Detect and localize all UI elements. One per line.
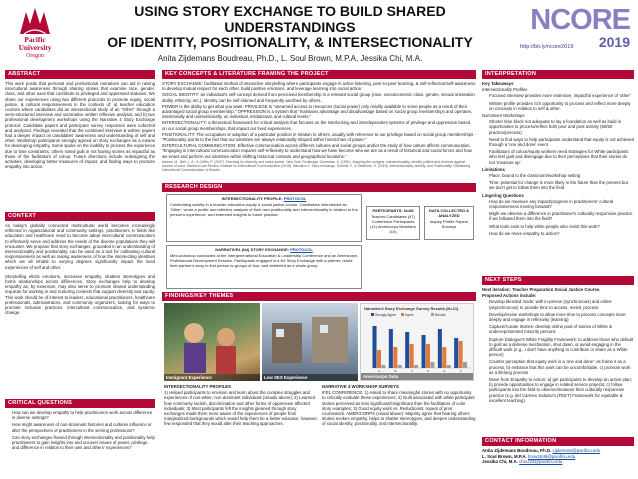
findings-intersect-text: 1) Helped participants to envision and learn about the complex struggles and experiences of non-white, non-dominant individuals (visuals above); 2) Learned how commonly racism, discrimination and other forms of oppression affected individuals; 3) Most participants felt the insights gleaned through story exchanges made them more aware of the experiences of people from marginalized backgrounds which would help them be a better educator, however, few responded that they would alter their teaching approaches. — [164, 390, 318, 427]
lingering-questions-head: Lingering Questions — [482, 192, 524, 198]
poster-authors: Anita Zijdemans Boudreau, Ph.D., L. Soul Brown, M.P.A, Jessika Chi, M.A. — [157, 53, 423, 63]
interp-i2: • Written profile provides rich opportunity to process and reflect more deeply on concepts in relation to self & other. — [489, 101, 634, 111]
narrative4-protocol-box — [166, 245, 362, 289]
next-steps-body — [482, 287, 634, 435]
next-iteration: Next iteration: Teacher Preparation Social Justice Course. — [482, 287, 601, 292]
findings-intersect-head: INTERSECTIONALITY PROFILES — [164, 384, 232, 389]
category-label-5: F — [459, 369, 462, 373]
legend-label-0: Strongly Agree — [375, 313, 396, 317]
context-body — [5, 223, 155, 393]
low-ses-photo-caption: Low SES Experience — [262, 374, 358, 381]
bar-4-1 — [442, 347, 446, 368]
concept-story-exchange: STORY EXCHANGE: facilitated method of interactive storytelling where participants engage in active listening, peer-to-peer learning, & self-reflection/self-awareness to develop mutual respect for each other, build positive emotions, and leverage learning into social action. — [162, 81, 476, 92]
action-4: • Explore Dialogue's White Fragility Framework: to address those who default to guilt as a defense mechanism, shut down, or avoid engaging in the difficult work (e.g., I don't have anything to contribute or share as a White person) — [489, 337, 634, 358]
participants-text: Teacher Candidates (47) Conference Participants (11) Americorps Members (10) — [370, 213, 416, 234]
critical-questions-heading: CRITICAL QUESTIONS — [5, 399, 155, 408]
legend-swatch-0 — [371, 313, 374, 316]
proposed-actions-head: Proposed Actions include: — [482, 293, 537, 299]
lingering-q2: • Might we observe a difference in practitioner's culturally responsive practice if we followed them into the field? — [489, 211, 634, 221]
intersect-protocol-link[interactable]: PROTOCOL — [283, 196, 307, 201]
immigrant-photo-art — [164, 303, 260, 381]
participants-box — [366, 206, 420, 240]
legend-swatch-2 — [431, 313, 434, 316]
legend-label-2: Neutral — [435, 313, 446, 317]
action-2: • Develop/revise workshops to allow more time to process concepts more deeply and engage in reflexivity (learning) — [489, 312, 634, 322]
bar-2-1 — [410, 344, 414, 368]
findings-heading: FINDINGS/KEY THEMES — [162, 292, 476, 301]
interp-n2: • Need to find ways to help participants understand that equity is not achieved through a 'one and done' event — [489, 137, 634, 147]
action-6: • Move from Empathy to Action: a) get participants to develop an action plan; b) provide opportunities to engage in related service projects; c) follow participants into the field to observe/measure their culturally responsive practice (e.g. del Carmen Salazar's (FEET) Framework for equitable & excellent teaching). — [489, 377, 634, 403]
contact-2-name: L. Soul Brown, M.P.A. — [482, 453, 527, 459]
interp-n3: • Facilitators of colour/equity workers need strategies for White participants who feel guilt and disengage due to their perceptions that their stories do not 'measure up'. — [489, 149, 634, 165]
abstract-text: This work posits that personal and professional narratives can aid in raising intercultural awareness through sharing stories that examine race, gender, class, and other axes that contribute to privileged and oppressed statuses. We share our experiences using two different protocols to promote equity, social justice, & cultural responsiveness in the contexts of: a) teacher education courses where candidates did an intersectional study of an "Other" through a semi-structured interview and summative written reflexive analysis; and b) two professional development workshops using the Narrative 4 Story Exchange protocol. Candidate papers and participant survey responses were collected and analyzed. Findings revealed that the combined interview & written papers had a deeper impact on candidates' awareness and understanding of self and other. Workshop participants strongly agreed on story exchanges as a means for developing empathy. Some spoke on the inability to process the experience due to time constraints; others noted guilt in not having stories as impactful as those of the facilitators of colour. Future directions include redesigning the activities, developing better measures of impact, and finding ways to promote empathy into action. — [5, 81, 155, 170]
logo-emblem-icon — [16, 6, 54, 36]
key-takeaways-head: Key Takeaways — [482, 81, 514, 86]
bar-2-2 — [414, 365, 418, 368]
contact-1-name: Anita Zijdemans Boudreau, Ph.D. — [482, 448, 552, 453]
critical-question-2: • How might awareness of non-dominant histories and cultures influence or alter the perspectives of practitioners in the serving professions? — [12, 422, 155, 432]
ncore-wordmark: NCORE — [530, 4, 630, 36]
limitation-2: • Time: potential for change is more likely in the future than the present but we don't get to follow them into the field. — [489, 180, 634, 190]
bar-0-0 — [373, 326, 377, 368]
bar-5-0 — [454, 338, 458, 368]
bar-4-0 — [438, 329, 442, 368]
research-design-heading: RESEARCH DESIGN — [162, 183, 476, 192]
narrative-protocol-text: Mini-workshop conducted at the Intergenerational Education & Leadership Conference and an Americorps Professional Development Session. Participants engaged in a N4 Story Exchange with a partner, retold their partner's story in first person to groups of four, and debriefed as a whole group. — [170, 252, 358, 268]
bar-5-2 — [463, 362, 467, 368]
interp-n1: • Shorter time block not adequate to lay a foundation as well as build in opportunities to process/reflect both prior and post activity (50/50 practice/process) — [489, 119, 634, 135]
chart-title: Narrative4 Story Exchange Survey Results (N=21) — [364, 306, 459, 311]
logo-text-line1: Pacific — [24, 35, 46, 44]
bar-0-2 — [381, 365, 385, 368]
poster-header — [0, 0, 638, 68]
ncore-year: 2019 — [598, 34, 630, 50]
intersect-protocol-text: Culminating activity in a teacher education equity & social justice course. Candidates interviewed an 'Other,' wrote a profile and reflexive analysis of their own positionality and intersectionality in relation to the person's experience, and extended insights to future practice. — [170, 201, 358, 217]
critical-question-1: • How can we develop empathy to help practitioners work across difference in diverse settings? — [12, 410, 155, 420]
participants-title: PARTICIPANTS: N=68 — [372, 208, 414, 213]
legend-label-1: Agree — [405, 313, 414, 317]
critical-question-3: • Can story exchanges framed through intersectionality and positionality help practitioners to gain insights into and uncover issues of power, privilege, and difference in relation to their own and others' experiences? — [12, 435, 155, 451]
contact-2-email[interactable]: brow1849@pacificu.edu — [528, 453, 576, 459]
category-label-3: D — [427, 369, 430, 373]
category-label-1: B — [394, 369, 397, 373]
concept-positionality: POSITIONALITY: The occupation or adoption of a particular position in relation to others, usually with reference to our privilege based on social group memberships - "Positionality points to the fact that our identities are always relationally shaped within hierarchies of power." — [162, 131, 476, 143]
key-concepts-body — [162, 81, 476, 181]
contact-body — [482, 448, 634, 476]
context-p1: As today's globally connected multicultural world becomes increasingly reflected in organizational and community settings, practitioners in fields like education and healthcare need to become adept intercultural communicators to effectively serve and address the needs of the diverse populations they will encounter. We propose that story exchanges, grounded in an understanding of intersectionality and positionality, can be used as a tool for cultivating cultural responsiveness as well as raising awareness of how the intersecting identities which we all inhabit to varying degrees significantly impact the lived experiences of self and other. — [5, 223, 155, 270]
narrative-protocol-title: NARRATIVE4 (N4) STORY EXCHANGE: — [215, 247, 290, 252]
data-collected-box — [424, 206, 474, 240]
logo-text-line2: University — [18, 43, 52, 52]
bar-3-2 — [430, 362, 434, 368]
low-ses-experience-photo — [262, 303, 358, 381]
low-ses-photo-art — [262, 303, 358, 381]
bar-0-1 — [377, 350, 381, 368]
context-heading: CONTEXT — [5, 212, 155, 221]
data-collected-text: Inquiry Profile Papers Surveys — [429, 218, 469, 229]
bar-3-1 — [426, 344, 430, 368]
interp-intersect-head: Intersectionality Profiles — [482, 87, 528, 93]
bar-1-1 — [393, 347, 397, 368]
concept-social-identity: SOCIAL IDENTITY: an individual's self-concept derived from perceived membership in a relevant social group (race, socioeconomic class, gender, sexual orientation, ability, ethnicity, etc.). Identity can be self-claimed and frequently ascribed by others. — [162, 92, 476, 103]
interp-i1: • Focused interview provides more extensive, impactful experience of 'other' — [489, 93, 634, 98]
bar-1-2 — [398, 365, 402, 368]
poster-title-line1: USING STORY EXCHANGE TO BUILD SHARED UNDERSTANDINGS — [134, 3, 446, 35]
intersectionality-protocol-box — [166, 194, 362, 242]
concept-power: POWER is the ability to get what you want. PRIVILEGE is "unearned access to resources (social power) only readily available to some people as a result of their advantaged social group membership." OPPRESSION is a system that "maintains advantage and disadvantage based on social group memberships and operates, intentionally and unintentionally, on individual, institutional, and cultural levels." — [162, 103, 473, 120]
category-label-2: C — [410, 369, 413, 373]
contact-heading: CONTACT INFORMATION — [482, 437, 634, 446]
lingering-q3: • What tools exist to help white people who resist this work? — [489, 224, 634, 229]
bar-1-0 — [389, 329, 393, 368]
americorps-chart — [363, 312, 473, 378]
concept-intercultural: INTERCULTURAL COMMUNICATION: Effective communication across different cultures and social groups and/or the study of how culture affects communication. "Engaging in intercultural communication requires self-reflexivity to understand how we have become who we are as a result of historical and social forces and how we enact and perform our identities within shifting historical contexts and geographical locations." — [162, 143, 472, 159]
poster-title-line2: OF IDENTITY, POSITIONALITY, & INTERSECTIONALITY — [107, 34, 473, 50]
ncore-logo — [520, 4, 632, 64]
contact-3-name: Jessika Chi, M.A. — [482, 459, 518, 465]
pacific-university-logo — [6, 6, 64, 62]
bar-3-0 — [422, 335, 426, 368]
lingering-q1: • How do we measure any impact/progress in practitioners' cultural responsiveness moving forward? — [489, 199, 634, 209]
findings-narrative-head: NARRATIVE 4 WORKSHOP SURVEYS — [322, 384, 399, 389]
immigrant-photo-caption: Immigrant Experience — [164, 374, 260, 381]
contact-3-email[interactable]: chi1223@pacificu.edu — [519, 459, 563, 465]
action-1: • Develop blended mode: with in-person (synchronous) and online (asynchronous) to provide time to access, revisit, process — [489, 299, 634, 309]
abstract-body — [5, 81, 155, 211]
immigrant-experience-photo — [164, 303, 260, 381]
bar-4-2 — [447, 365, 451, 368]
bar-2-0 — [405, 332, 409, 368]
key-concepts-heading: KEY CONCEPTS & LITERATURE FRAMING THE PROJECT — [162, 70, 476, 79]
limitation-1: • Place: bound to the classroom/workshop setting — [489, 173, 634, 178]
americorps-photo-caption: Americorps Data — [361, 373, 473, 380]
bar-5-1 — [459, 341, 463, 368]
legend-swatch-1 — [401, 313, 404, 316]
narrative-protocol-link[interactable]: PROTOCOL — [290, 247, 313, 252]
next-steps-heading: NEXT STEPS — [482, 276, 634, 285]
findings-intersect-body — [164, 384, 318, 476]
action-3: • Capture/Curate Stories: develop online pool of stories of White & underrepresented minority persons — [489, 324, 634, 334]
interpretation-heading: INTERPRETATION — [482, 70, 634, 79]
ncore-link[interactable]: http://bit.ly/ncore2019 — [520, 44, 574, 50]
concept-references: Adams, M., Bell, L. A., & Griffin, P. (2007). Teaching for diversity and social justice. New York: Routledge. Crenshaw, K. (1991). Mapping the margins: Intersectionality, identity politics and violence against women of color. Stanford Law Review. Institute for Intercultural Communication (2018). Narrative 4. Story exchange. Sorrells, K. & Sekimoto, S. (2015). Intersectionality, identity, and Positionality. Globalizing Intercultural Communication: A Reader. — [162, 159, 471, 172]
title-block — [70, 4, 510, 63]
findings-narrative-body — [322, 384, 476, 476]
findings-narrative-text: IFEL CONFERENCE: 1) Asked to share meaningful stories with no opportunity to critically evaluate these experiences; 2) Guilt associated with white participant stories perceived as less significant/insignificant than the facilitators of color story examples; 3) Good equity work vs. Reductionist, repeat of prior coursework. AMERICORPS (visual above): Majority agree that hearing others stories evokes empathy, helps to shatter stereotypes, and deepen understanding of social identity, positionality, and intersectionality. — [322, 390, 476, 427]
interpretation-body — [482, 81, 634, 274]
data-collected-title: DATA COLLECTED & ANALYZED — [429, 208, 469, 218]
abstract-heading: ABSTRACT — [5, 70, 155, 79]
category-label-0: A — [378, 369, 381, 373]
category-label-4: E — [443, 369, 446, 373]
concept-intersectionality: INTERSECTIONALITY: a theoretical framework for critical analysis that focuses on the interlocking and interdependent systems of privilege and oppression based on our social group memberships, that impact our lived experiences. — [162, 120, 471, 131]
intersect-protocol-title: INTERSECTIONALITY PROFILE: — [221, 196, 283, 201]
limitations-head: Limitations — [482, 166, 505, 172]
americorps-data-panel — [360, 303, 474, 381]
context-p2: Storytelling elicits emotions, increases empathy, shatters stereotypes and forms relationships across differences. Story exchanges help to develop empathy as, by extension, may also serve to promote shared understanding requisite for working in and nurturing contexts that support diversity and equity. This work should be of interest to leaders, educational practitioners, healthcare professionals, administrators, and community organizers, looking for ways to promote inclusive practices, intercultural communication, and systemic change. — [5, 273, 155, 316]
lingering-q4: • How do we move empathy to action? — [489, 231, 634, 236]
critical-questions-body — [5, 410, 155, 475]
action-5: • Counter perception that equity work is a 'one and done': as frame it as a process, b) embrace that this work can be uncomfortable, c) promote work as a lifelong process — [489, 359, 634, 375]
logo-text-line3: Oregon — [26, 53, 44, 59]
interp-narr-head: Narrative4 Workshops — [482, 113, 525, 119]
contact-1-email[interactable]: zijdemans@pacificu.edu — [552, 448, 601, 453]
